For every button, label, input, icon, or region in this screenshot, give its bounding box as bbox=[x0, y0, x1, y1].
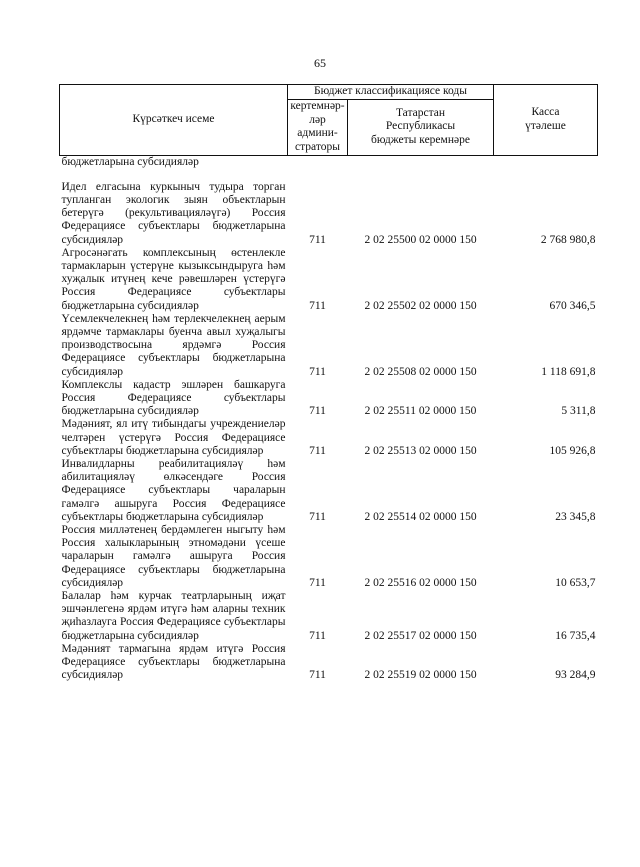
row-admin: 711 bbox=[309, 444, 326, 457]
row-sum: 10 653,7 bbox=[555, 576, 596, 589]
row-code: 2 02 25511 02 0000 150 bbox=[364, 405, 477, 418]
table-row bbox=[60, 247, 598, 313]
header-admin bbox=[288, 99, 348, 155]
table-row bbox=[60, 590, 598, 643]
header-admin-line: кертемнәр- bbox=[290, 100, 345, 112]
row-sum: 105 926,8 bbox=[549, 444, 596, 457]
table-row bbox=[60, 379, 598, 419]
row-sum: 2 768 980,8 bbox=[540, 233, 596, 246]
row-admin: 711 bbox=[309, 233, 326, 246]
row-name: Балалар һәм курчак театрларының иҗат эшчәнлегенә ярдәм итүгә һәм аларны техник җиһазлауга Россия Федерациясе субъектлары бюджетларына субсидияләр bbox=[61, 590, 286, 642]
row-sum: 23 345,8 bbox=[555, 510, 596, 523]
header-budget-code-group: Бюджет классификациясе коды bbox=[288, 85, 494, 100]
row-name: Мәдәният тармагына ярдәм итүгә Россия Федерациясе субъектлары бюджетларына субсидияләр bbox=[61, 642, 286, 682]
row-code: 2 02 25508 02 0000 150 bbox=[364, 365, 477, 378]
table-row bbox=[60, 181, 598, 247]
table-body bbox=[60, 155, 598, 682]
row-name: Инвалидларны реабилитацияләү һәм абилитацияләү өлкәсендәге Россия Федерациясе субъектлары чараларын гамәлгә ашыруга Россия Федерациясе субъектлары бюджетларына субсидияләр bbox=[61, 457, 286, 523]
row-admin: 711 bbox=[309, 299, 326, 312]
header-admin-line: страторы bbox=[295, 140, 340, 153]
row-name: Россия милләтенең бердәмлеген ныгыту һәм Россия халыкларының этномәдәни үсеше чараларын гамәлгә ашыруга Россия Федерациясе субъектлары бюджетларына субсидияләр bbox=[61, 523, 286, 589]
row-sum: 1 118 691,8 bbox=[541, 365, 596, 378]
table-header bbox=[60, 85, 598, 156]
row-code: 2 02 25517 02 0000 150 bbox=[364, 629, 477, 642]
row-name: Комплекслы кадастр эшләрен башкаруга Россия Федерациясе субъектлары бюджетларына субсидияләр bbox=[61, 378, 286, 418]
header-tatarstan-line: Республикасы bbox=[385, 120, 456, 133]
budget-table bbox=[59, 84, 598, 682]
row-name: Үсемлекчелекнең һәм терлекчелекнең аерым ярдәмче тармаклары буенча авыл хуҗалыгы производствосына ярдәмгә Россия Федерациясе субъектлары бюджетларына субсидияләр bbox=[61, 312, 286, 378]
row-code: 2 02 25519 02 0000 150 bbox=[364, 669, 477, 682]
table-row bbox=[60, 313, 598, 379]
table-row bbox=[60, 524, 598, 590]
carryover-text: бюджетларына субсидияләр bbox=[61, 155, 199, 168]
row-admin: 711 bbox=[309, 405, 326, 418]
row-code: 2 02 25513 02 0000 150 bbox=[364, 444, 477, 457]
header-tatarstan bbox=[348, 99, 494, 155]
table-row bbox=[60, 418, 598, 458]
header-indicator: Күрсәткеч исеме bbox=[60, 85, 288, 156]
header-cash-line: үтәлеше bbox=[525, 119, 566, 132]
table-row bbox=[60, 643, 598, 683]
row-code: 2 02 25516 02 0000 150 bbox=[364, 576, 477, 589]
header-cash bbox=[494, 85, 598, 156]
row-admin: 711 bbox=[309, 365, 326, 378]
row-sum: 670 346,5 bbox=[549, 299, 596, 312]
row-code: 2 02 25502 02 0000 150 bbox=[364, 299, 477, 312]
row-name: Агросәнәгать комплексының өстенлекле тармакларын үстерүне кызыксындыруга һәм хуҗалык итүнең кече рәвешләрен үстерүгә Россия Федерациясе субъектлары бюджетларына субсидияләр bbox=[61, 246, 286, 312]
row-admin: 711 bbox=[309, 629, 326, 642]
row-sum: 16 735,4 bbox=[555, 629, 596, 642]
row-admin: 711 bbox=[309, 669, 326, 682]
table-row bbox=[60, 458, 598, 524]
row-admin: 711 bbox=[309, 576, 326, 589]
row-sum: 93 284,9 bbox=[555, 669, 596, 682]
header-cash-line: Касса bbox=[531, 106, 560, 119]
row-sum: 5 311,8 bbox=[561, 405, 596, 418]
row-code: 2 02 25514 02 0000 150 bbox=[364, 510, 477, 523]
header-tatarstan-line: Татарстан bbox=[395, 106, 446, 119]
row-name: Мәдәният, ял итү тибындагы учреждениеләр челтәрен үстерүгә Россия Федерациясе субъектлары бюджетларына субсидияләр bbox=[61, 418, 286, 457]
header-tatarstan-line: бюджеты керемнәре bbox=[371, 133, 470, 146]
header-admin-line: ләр bbox=[309, 113, 326, 126]
page-number: 65 bbox=[314, 56, 326, 70]
row-code: 2 02 25500 02 0000 150 bbox=[364, 233, 477, 246]
row-admin: 711 bbox=[309, 510, 326, 523]
header-admin-line: админи- bbox=[297, 127, 338, 139]
row-name: Идел елгасына куркыныч тудыра торган тупланган экологик зыян объектларын бетерүгә (рекультивацияләүгә) Россия Федерациясе субъектлары бюджетларына субсидияләр bbox=[61, 180, 286, 246]
